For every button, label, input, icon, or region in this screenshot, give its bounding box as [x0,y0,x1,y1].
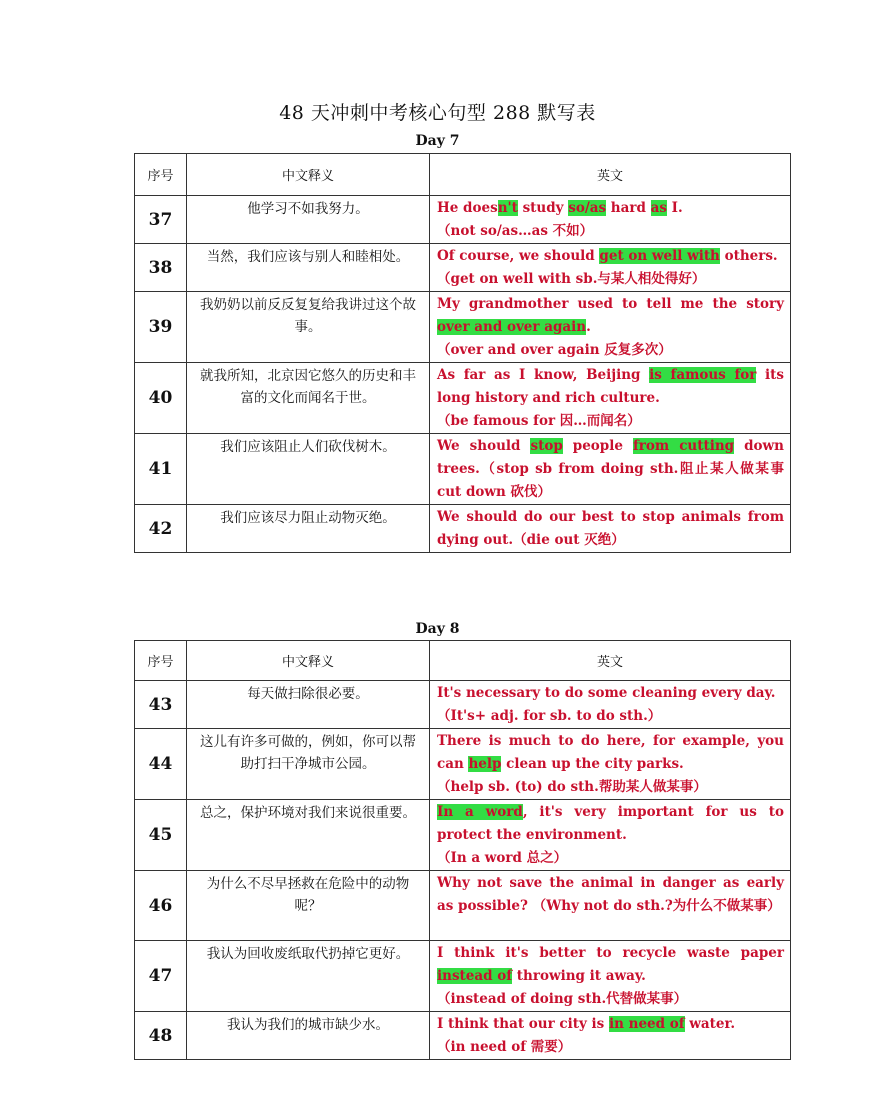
header-zh: 中文释义 [187,641,430,681]
row-number: 46 [135,871,187,941]
sentence-text: others. [719,248,778,264]
chinese-meaning: 我奶奶以前反反复复给我讲过这个故事。 [187,292,430,363]
table-row [135,196,791,244]
sentence-text: clean up the city parks. [501,756,684,772]
highlighted-phrase: so/as [568,200,607,216]
english-sentence [430,800,791,871]
sentence-text: I think that our city is [437,1016,609,1032]
sentence-text: I think it's better to recycle waste paper [437,945,784,961]
row-number: 39 [135,292,187,363]
chinese-meaning: 这儿有许多可做的，例如，你可以帮助打扫干净城市公园。 [187,729,430,800]
grammar-note: （help sb. (to) do sth.帮助某人做某事） [437,779,707,795]
english-sentence [430,244,791,292]
day-8-table [134,640,791,1060]
sentence-text: We should [437,438,531,454]
chinese-meaning: 他学习不如我努力。 [187,196,430,244]
highlighted-phrase: help [468,756,502,772]
sentence-text: Why not save the animal in danger as early as possible? （Why not do sth.?为什么不做某事） [437,875,784,914]
header-en: 英文 [430,641,791,681]
english-sentence [430,292,791,363]
grammar-note: （be famous for 因…而闻名） [437,413,641,429]
table-row [135,729,791,800]
english-sentence [430,1012,791,1060]
sentence-text: He does [437,200,498,216]
chinese-meaning: 我认为回收废纸取代扔掉它更好。 [187,941,430,1012]
highlighted-phrase: from cutting [632,438,735,454]
grammar-note: （over and over again 反复多次） [437,342,672,358]
row-number: 47 [135,941,187,1012]
highlighted-phrase: as [650,200,667,216]
table-row [135,434,791,505]
row-number: 37 [135,196,187,244]
sentence-text: , it's very important for us to protect the environment. [437,804,784,843]
chinese-meaning: 当然，我们应该与别人和睦相处。 [187,244,430,292]
day-7-rows [135,196,791,553]
header-no: 序号 [135,641,187,681]
table-row [135,244,791,292]
row-number: 42 [135,505,187,553]
table-row [135,363,791,434]
table-row [135,1012,791,1060]
english-sentence [430,941,791,1012]
sentence-text: Of course, we should [437,248,600,264]
sentence-text: As far as I know, Beijing [437,367,650,383]
highlighted-phrase: get on well with [599,248,720,264]
day-7-title: Day 7 [415,133,460,149]
sentence-text: people [562,438,633,454]
sentence-text: water. [684,1016,736,1032]
highlighted-phrase: in need of [609,1016,685,1032]
row-number: 40 [135,363,187,434]
header-zh: 中文释义 [187,154,430,196]
grammar-note: （not so/as…as 不如） [437,223,594,239]
highlighted-phrase: over and over again [437,319,587,335]
sentence-text: down trees.（stop sb from doing sth.阻止某人做某事 cut down 砍伐） [437,438,784,500]
sentence-text: study [517,200,569,216]
row-number: 45 [135,800,187,871]
chinese-meaning: 为什么不尽早拯救在危险中的动物呢？ [187,871,430,941]
row-number: 38 [135,244,187,292]
english-sentence [430,681,791,729]
row-number: 43 [135,681,187,729]
grammar-note: （get on well with sb.与某人相处得好） [437,271,706,287]
grammar-note: （In a word 总之） [437,850,568,866]
table-row [135,941,791,1012]
table-row [135,505,791,553]
table-row [135,800,791,871]
highlighted-phrase: stop [530,438,563,454]
highlighted-phrase: is famous for [649,367,757,383]
sentence-text: . [586,319,591,335]
english-sentence [430,729,791,800]
grammar-note: （instead of doing sth.代替做某事） [437,991,688,1007]
table-row [135,292,791,363]
grammar-note: （in need of 需要） [437,1039,572,1055]
chinese-meaning: 就我所知，北京因它悠久的历史和丰富的文化而闻名于世。 [187,363,430,434]
sentence-text: It's necessary to do some cleaning every day. [437,685,776,701]
page-title: 48 天冲刺中考核心句型 288 默写表 [279,102,596,124]
sentence-text: There is much to do here, for example, you can [437,733,784,772]
sentence-text: I. [666,200,683,216]
english-sentence [430,505,791,553]
sentence-text: its long history and rich culture. [437,367,784,406]
table-row [135,871,791,941]
sentence-text: throwing it away. [512,968,646,984]
sentence-text: We should do our best to stop animals from dying out.（die out 灭绝） [437,509,784,548]
header-no: 序号 [135,154,187,196]
header-en: 英文 [430,154,791,196]
table-row [135,681,791,729]
chinese-meaning: 我们应该阻止人们砍伐树木。 [187,434,430,505]
english-sentence [430,871,791,941]
row-number: 41 [135,434,187,505]
highlighted-phrase: n't [497,200,518,216]
highlighted-phrase: In a word [437,804,523,820]
grammar-note: （It's+ adj. for sb. to do sth.） [437,708,662,724]
day-8-title: Day 8 [415,621,460,637]
sentence-text: My grandmother used to tell me the story [437,296,784,312]
day-7-table [134,153,791,553]
row-number: 44 [135,729,187,800]
sentence-text: hard [606,200,651,216]
chinese-meaning: 每天做扫除很必要。 [187,681,430,729]
english-sentence [430,196,791,244]
chinese-meaning: 总之，保护环境对我们来说很重要。 [187,800,430,871]
chinese-meaning: 我们应该尽力阻止动物灭绝。 [187,505,430,553]
english-sentence [430,434,791,505]
row-number: 48 [135,1012,187,1060]
highlighted-phrase: instead of [437,968,513,984]
chinese-meaning: 我认为我们的城市缺少水。 [187,1012,430,1060]
day-8-rows [135,681,791,1060]
english-sentence [430,363,791,434]
